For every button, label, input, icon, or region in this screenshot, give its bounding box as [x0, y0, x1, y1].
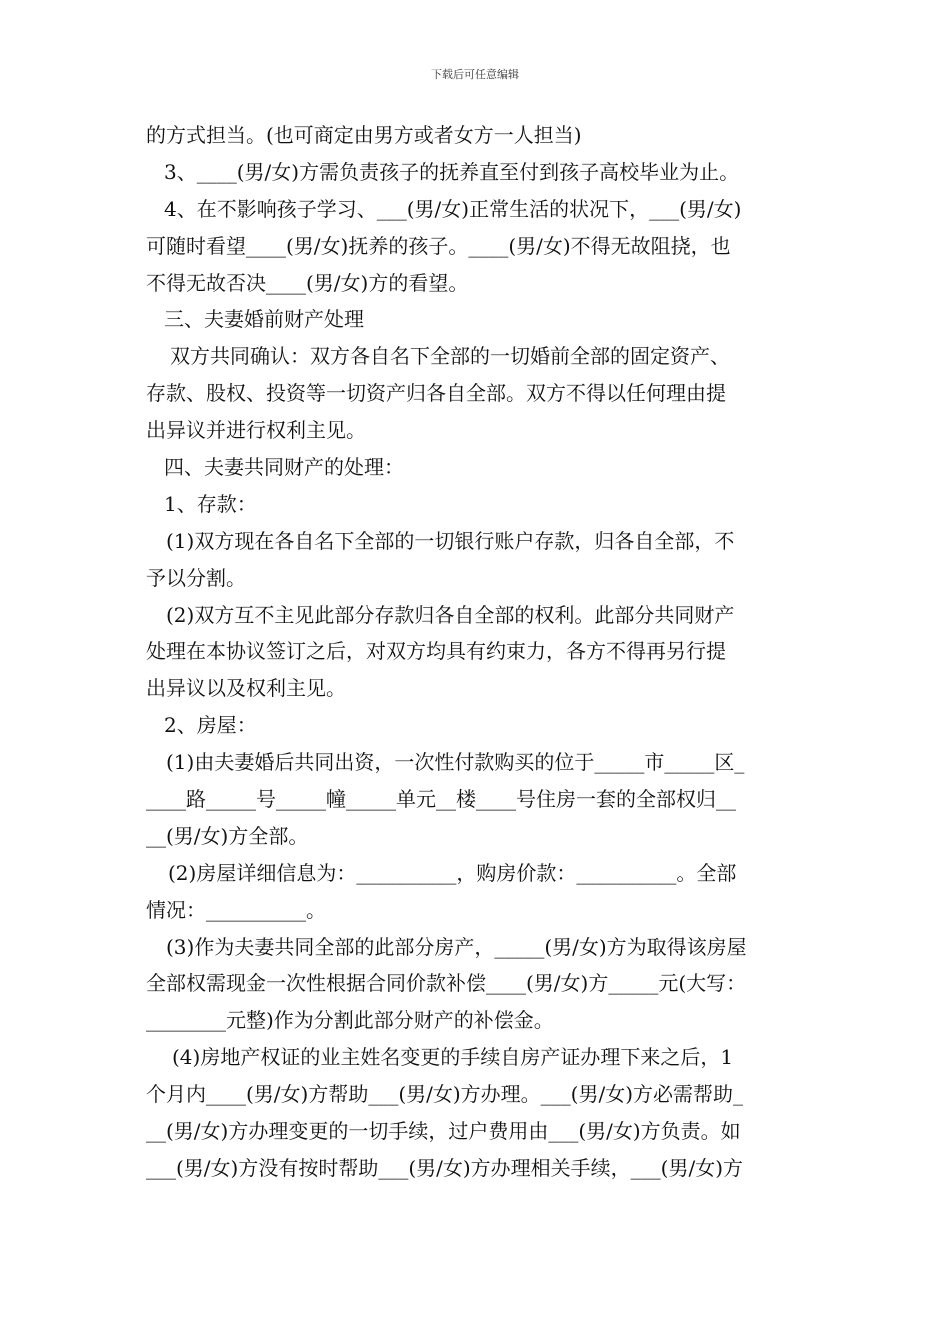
body-line: 予以分割。 [146, 565, 246, 590]
body-line: ____路_____号_____幢_____单元__楼____号住房一套的全部权归__ [146, 787, 736, 812]
body-line: (4)房地产权证的业主姓名变更的手续自房产证办理下来之后，1 [172, 1045, 734, 1070]
body-line: 出异议并进行权利主见。 [146, 418, 366, 443]
body-line: 不得无故否决____(男/女)方的看望。 [146, 270, 469, 295]
body-line: (2)房屋详细信息为：__________，购房价款：__________。全部 [168, 860, 737, 885]
body-line: ________元整)作为分割此部分财产的补偿金。 [146, 1008, 554, 1033]
body-line: __(男/女)方全部。 [146, 823, 309, 848]
body-line: 处理在本协议签订之后，对双方均具有约束力，各方不得再另行提 [146, 639, 726, 664]
body-line: __(男/女)方办理变更的一切手续，过户费用由___(男/女)方负责。如 [146, 1119, 741, 1144]
body-line: (1)双方现在各自名下全部的一切银行账户存款，归各自全部，不 [166, 528, 735, 553]
body-line: 的方式担当。(也可商定由男方或者女方一人担当) [146, 123, 582, 147]
document-body [146, 117, 816, 1187]
body-line: 3、____(男/女)方需负责孩子的抚养直至付到孩子高校毕业为止。 [164, 159, 740, 184]
body-line: (3)作为夫妻共同全部的此部分房产，_____(男/女)方为取得该房屋 [166, 934, 747, 959]
body-line: 个月内____(男/女)方帮助___(男/女)方办理。___(男/女)方必需帮助_ [146, 1082, 744, 1107]
body-line: 双方共同确认：双方各自名下全部的一切婚前全部的固定资产、 [170, 344, 730, 369]
body-line: 可随时看望____(男/女)抚养的孩子。____(男/女)不得无故阻挠，也 [146, 233, 731, 258]
page-header: 下载后可任意编辑 [431, 68, 519, 81]
body-line: 存款、股权、投资等一切资产归各自全部。双方不得以任何理由提 [146, 381, 726, 406]
body-line: 出异议以及权利主见。 [146, 676, 346, 701]
body-line: (2)双方互不主见此部分存款归各自全部的权利。此部分共同财产 [166, 602, 735, 627]
section-heading: 三、夫妻婚前财产处理 [164, 307, 364, 332]
subsection-heading: 2、房屋： [164, 713, 257, 738]
body-line: ___(男/女)方没有按时帮助___(男/女)方办理相关手续，___(男/女)方 [146, 1155, 744, 1180]
body-line: 全部权需现金一次性根据合同价款补偿____(男/女)方_____元(大写： [146, 971, 747, 996]
body-line: 情况：__________。 [146, 897, 326, 922]
section-heading: 四、夫妻共同财产的处理： [164, 455, 404, 480]
subsection-heading: 1、存款： [164, 491, 257, 516]
body-line: 4、在不影响孩子学习、___(男/女)正常生活的状况下，___(男/女) [164, 196, 742, 221]
body-line: (1)由夫妻婚后共同出资，一次性付款购买的位于_____市_____区_ [166, 750, 745, 775]
